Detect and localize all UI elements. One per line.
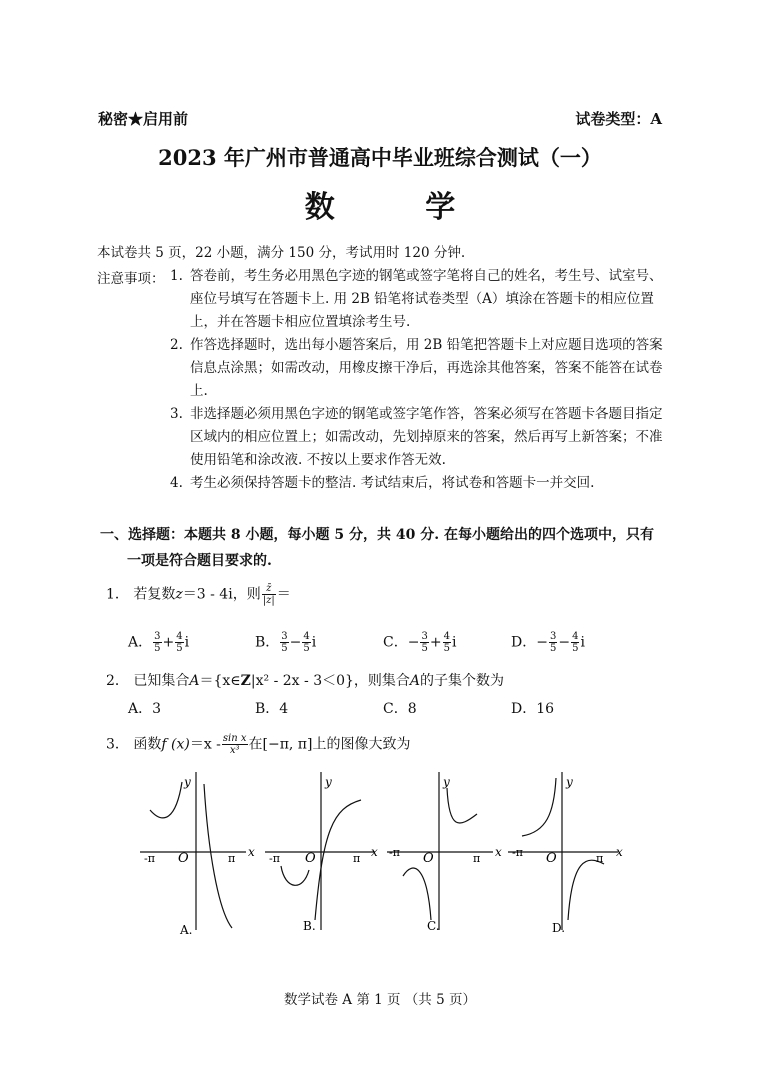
fraction-numerator: sin x [222,733,247,744]
curve [150,782,182,818]
option-label: D． [511,634,537,651]
note-text: 考生必须保持答题卡的整洁. 考试结束后，将试卷和答题卡一并交回. [190,475,595,491]
option-value: 4 [279,701,289,717]
axis-label-x: x [616,845,623,859]
exam-title: 2023 年广州市普通高中毕业班综合测试（一） [158,145,602,170]
graph-label: C. [427,919,440,933]
axis-label-y: y [566,775,573,789]
fraction-denominator: 5 [176,643,183,654]
question-text: 在[−π, π]上的图像大致为 [248,736,411,753]
variable-z: z [175,586,183,603]
fraction-denominator: 5 [549,643,557,654]
fraction-numerator: 3 [421,631,428,642]
q1-option-b[interactable] [255,631,316,654]
page-footer: 数学试卷 A 第 1 页 （共 5 页） [284,992,476,1008]
note-text: 非选择题必须用黑色字迹的钢笔或签字笔作答，答案必须写在答题卡各题目指定区域内的相应位置上；如需改动，先划掉原来的答案，然后再写上新答案；不准使用铅笔和涂改液. 不按以上要求作答无效. [190,406,663,468]
curve [522,778,556,836]
q1-option-c[interactable] [383,631,456,654]
question-text: |x² - 2x - 3＜0}，则集合 [250,673,410,689]
question-number: 3． [106,736,129,753]
fraction-numerator: 4 [176,631,183,642]
option-unit: i [451,634,457,651]
curve [281,866,309,885]
q1-option-d[interactable] [511,631,585,654]
fraction [571,631,579,654]
variable-a: A [189,673,200,689]
paper-type-label: 试卷类型：A [575,110,662,128]
pi-tick: π [596,852,604,865]
fraction-denominator: 5 [154,643,161,654]
option-label: A． [128,701,153,717]
option-sign: − [536,634,548,651]
curve [568,860,604,920]
fraction-numerator: 4 [572,631,579,642]
note-number: 3. [170,406,183,422]
fraction [262,583,276,606]
graph-label: B. [303,919,316,933]
option-label: A． [128,634,153,651]
axis-label-x: x [371,845,378,859]
option-unit: i [311,634,317,651]
fraction [420,631,428,654]
option-operator: + [162,634,175,651]
question-text: ＝{x∈ [199,673,241,689]
question-3 [106,733,410,756]
question-number: 2． [106,673,129,689]
fraction-denominator: 5 [281,643,288,654]
subject-title [0,182,760,226]
fraction-denominator: x³ [229,745,240,756]
fraction-numerator: z̄ [262,583,276,595]
graph-option-d[interactable] [506,770,624,950]
question-text: ＝ [276,586,291,603]
option-label: C． [383,701,408,717]
fraction-denominator: |z| [262,595,275,606]
question-number: 1． [106,586,129,603]
neg-pi-tick: -π [144,852,155,865]
axis-label-x: x [495,845,502,859]
q1-option-a[interactable] [128,631,189,654]
variable-a: A [409,673,421,689]
question-2 [106,670,504,690]
note-number: 2. [170,337,183,353]
pi-tick: π [353,852,361,865]
fraction-numerator: 3 [549,631,557,642]
option-unit: i [184,634,190,651]
question-1 [106,583,291,606]
pi-tick: π [228,852,236,865]
option-label: D． [511,701,537,717]
pi-tick: π [473,852,481,865]
graph-label: D. [552,921,566,935]
note-number: 1. [170,268,183,284]
option-operator: − [558,634,571,651]
q2-option-d[interactable] [511,698,554,718]
fraction-numerator: 3 [154,631,161,642]
neg-pi-tick: -π [389,846,400,859]
note-item-1 [170,265,670,334]
note-item-4 [170,472,670,495]
fraction [280,631,288,654]
note-text: 答卷前，考生务必用黑色字迹的钢笔或签字笔将自己的姓名，考生号、试室号、座位号填写在答题卡上. 用 2B 铅笔将试卷类型（A）填涂在答题卡的相应位置上，并在答题卡相应位置填涂考生号. [190,268,663,330]
fraction-denominator: 5 [421,643,428,654]
option-unit: i [580,634,585,651]
fraction-numerator: 4 [303,631,310,642]
option-sign: − [407,634,420,651]
notes-label: 注意事项： [97,271,165,287]
function-name: f (x) [161,736,190,753]
fraction-denominator: 5 [303,643,310,654]
question-text: 若复数 [133,586,176,603]
axis-label-y: y [184,775,191,789]
option-operator: − [289,634,302,651]
subject-text: 数 学 [304,190,496,225]
origin-label: O [305,851,316,866]
origin-label: O [423,851,434,866]
graph-label: A. [180,923,193,937]
note-number: 4. [170,475,183,491]
option-value: 16 [536,701,555,717]
graph-option-a[interactable] [138,770,256,950]
question-text: 函数 [133,736,162,753]
option-label: B． [255,701,280,717]
note-text: 作答选择题时，选出每小题答案后，用 2B 铅笔把答题卡上对应题目选项的答案信息点涂黑；如需改动，用橡皮擦干净后，再选涂其他答案，答案不能答在试卷上. [190,337,663,399]
fraction-numerator: 4 [443,631,450,642]
axis-label-y: y [325,775,332,789]
question-text: ＝3 - 4i，则 [182,586,261,603]
option-value: 3 [152,701,162,717]
fraction [302,631,310,654]
neg-pi-tick: -π [512,846,523,859]
fraction [153,631,161,654]
section-heading [100,522,670,574]
exam-intro: 本试卷共 5 页，22 小题，满分 150 分，考试用时 120 分钟. [97,245,466,261]
axis-label-y: y [443,775,450,789]
note-item-2 [170,334,670,403]
section-heading-line2: 一项是符合题目要求的. [127,553,272,569]
curve [447,788,477,823]
question-text: 的子集个数为 [420,673,505,689]
q2-option-b[interactable] [255,698,288,718]
section-heading-line1: 一、选择题：本题共 8 小题，每小题 5 分，共 40 分. 在每小题给出的四个选项中，只有 [100,527,654,543]
fraction [222,733,248,756]
graph-option-c[interactable] [385,770,503,950]
note-item-3 [170,403,670,472]
q2-option-a[interactable] [128,698,161,718]
option-value: 8 [407,701,417,717]
confidentiality-mark: 秘密★启用前 [98,110,189,128]
q2-option-c[interactable] [383,698,417,718]
fraction-denominator: 5 [443,643,450,654]
graph-option-b[interactable] [263,770,381,950]
origin-label: O [546,851,557,866]
curve [403,868,431,920]
integer-set-symbol: Z [240,673,251,689]
fraction [443,631,451,654]
question-text: 已知集合 [133,673,190,689]
option-label: C． [383,634,408,651]
origin-label: O [178,851,189,866]
neg-pi-tick: -π [269,852,280,865]
fraction-denominator: 5 [572,643,579,654]
option-label: B． [255,634,280,651]
axis-label-x: x [248,845,255,859]
fraction [549,631,557,654]
question-text: ＝x - [189,736,221,753]
fraction [175,631,183,654]
option-operator: + [429,634,442,651]
fraction-numerator: 3 [281,631,288,642]
